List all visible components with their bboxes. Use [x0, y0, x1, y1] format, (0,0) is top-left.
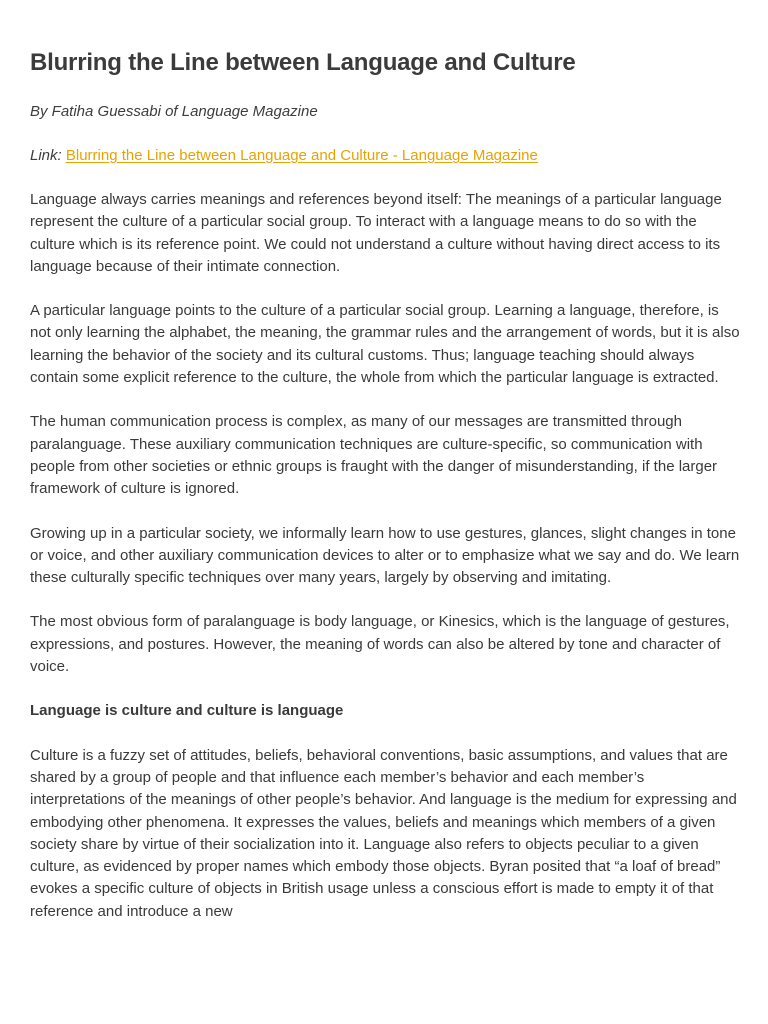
article [30, 46, 742, 920]
body-paragraph-4: Growing up in a particular society, we informally learn how to use gestures, glances, slight changes in tone or voice, and other auxiliary communication devices to alter or to emphasize what we say and do. We learn these culturally specific techniques over many years, largely by observing and imitating. [30, 524, 740, 587]
link-label: Link: [30, 147, 62, 164]
section-subheading: Language is culture and culture is language [30, 702, 344, 720]
source-article-link[interactable]: Blurring the Line between Language and Culture - Language Magazine [65, 147, 538, 164]
body-paragraph-3: The human communication process is complex, as many of our messages are transmitted through paralanguage. These auxiliary communication techniques are culture-specific, so communication with people from other societies or ethnic groups is fraught with the danger of misunderstanding, if the larger framework of culture is ignored. [30, 413, 718, 498]
article-byline: By Fatiha Guessabi of Language Magazine [30, 103, 318, 120]
body-paragraph-2: A particular language points to the culture of a particular social group. Learning a language, therefore, is not only learning the alphabet, the meaning, the grammar rules and the arrangement of words, but it is also learning the behavior of the society and its cultural customs. Thus; language teaching should always contain some explicit reference to the culture, the whole from which the particular language is extracted. [30, 302, 740, 387]
article-title: Blurring the Line between Language and Culture [30, 49, 576, 76]
article-body [30, 189, 742, 945]
body-paragraph-6: Culture is a fuzzy set of attitudes, beliefs, behavioral conventions, basic assumptions, and values that are shared by a group of people and that influence each member’s behavior and each member’s interpretations of the meanings of other people’s behavior. And language is the medium for expressing and embodying other phenomena. It expresses the values, beliefs and meanings which members of a given society share by virtue of their socialization into it. Language also refers to objects peculiar to a given culture, as evidenced by proper names which embody those objects. Byran posited that “a loaf of bread” evokes a specific culture of objects in British usage unless a conscious effort is made to empty it of that reference and introduce a new [30, 746, 737, 920]
source-link-line [30, 145, 538, 167]
body-paragraph-5: The most obvious form of paralanguage is body language, or Kinesics, which is the language of gestures, expressions, and postures. However, the meaning of words can also be altered by tone and character of voice. [30, 613, 730, 676]
body-paragraph-1: Language always carries meanings and references beyond itself: The meanings of a particular language represent the culture of a particular social group. To interact with a language means to do so with the culture which is its reference point. We could not understand a culture without having direct access to its language because of their intimate connection. [30, 191, 722, 275]
